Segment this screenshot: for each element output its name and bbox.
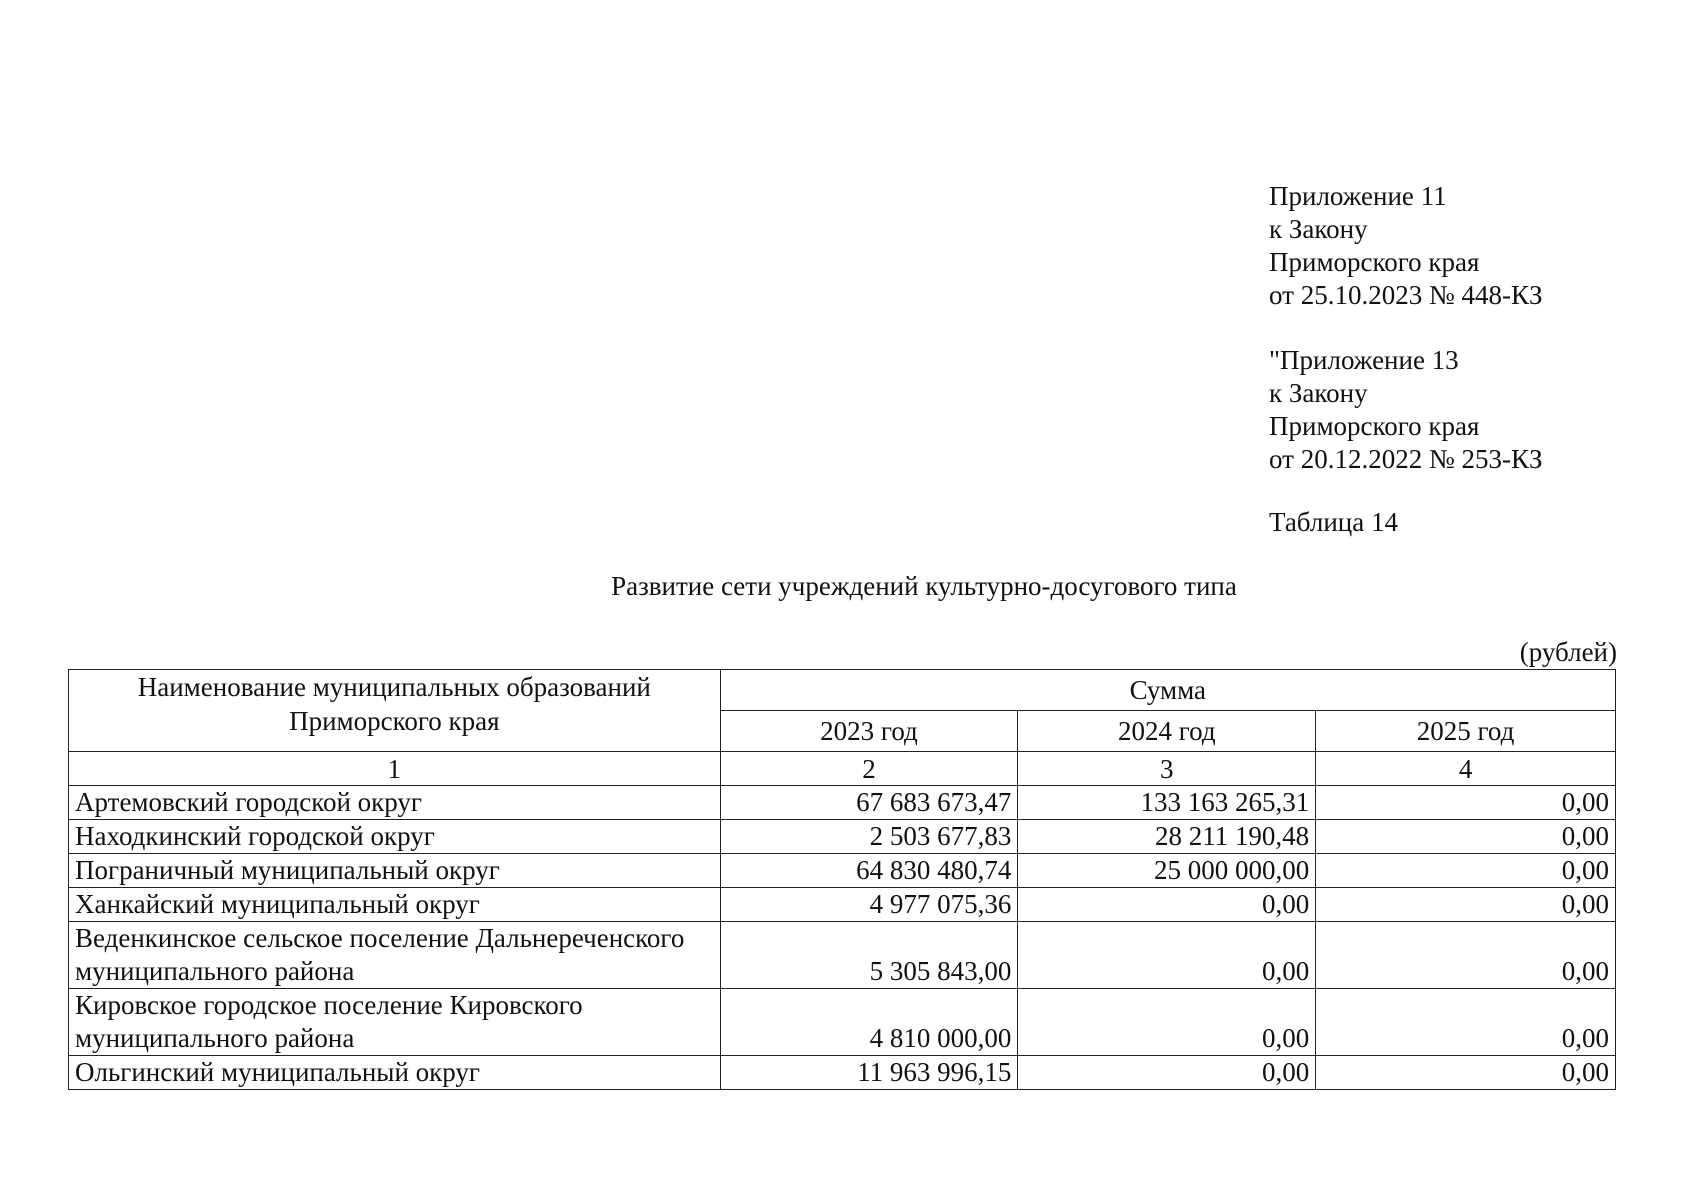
amount-2025: 0,00 [1316,888,1616,922]
amount-2025: 0,00 [1316,820,1616,854]
municipality-name: Ольгинский муниципальный округ [69,1056,721,1090]
funding-table [68,669,1616,1090]
header-year-2025: 2025 год [1316,711,1616,752]
column-number: 4 [1316,752,1616,786]
amount-2025: 0,00 [1316,922,1616,989]
amount-2024: 0,00 [1018,888,1316,922]
amount-2023: 4 810 000,00 [720,989,1018,1056]
attachment-2-line-4: от 20.12.2022 № 253-КЗ [1269,444,1543,474]
amount-2023: 11 963 996,15 [720,1056,1018,1090]
table-row [69,854,1616,888]
attachment-2-line-3: Приморского края [1269,411,1480,441]
document-title [0,570,1698,603]
attachment-reference-2 [1269,344,1542,476]
amount-2023: 64 830 480,74 [720,854,1018,888]
table-row [69,820,1616,854]
table-number: Таблица 14 [1269,507,1398,537]
table-header-row [69,670,1616,711]
amount-2024: 25 000 000,00 [1018,854,1316,888]
header-sum: Сумма [720,670,1615,711]
amount-2025: 0,00 [1316,1056,1616,1090]
municipality-name: Кировское городское поселение Кировского муниципального района [69,989,721,1056]
attachment-1-line-1: Приложение 11 [1269,181,1447,211]
amount-2025: 0,00 [1316,854,1616,888]
attachment-1-line-3: Приморского края [1269,247,1480,277]
amount-2024: 133 163 265,31 [1018,786,1316,820]
amount-2025: 0,00 [1316,786,1616,820]
column-number-row [69,752,1616,786]
attachment-reference-1 [1269,180,1542,312]
amount-2023: 4 977 075,36 [720,888,1018,922]
municipality-name: Артемовский городской округ [69,786,721,820]
table-row [69,888,1616,922]
municipality-name: Ханкайский муниципальный округ [69,888,721,922]
attachment-1-line-4: от 25.10.2023 № 448-КЗ [1269,280,1543,310]
amount-2024: 0,00 [1018,989,1316,1056]
amount-2023: 67 683 673,47 [720,786,1018,820]
municipality-name: Находкинский городской округ [69,820,721,854]
amount-2023: 2 503 677,83 [720,820,1018,854]
table-row [69,1056,1616,1090]
municipality-name: Веденкинское сельское поселение Дальнереченского муниципального района [69,922,721,989]
table-row [69,786,1616,820]
column-number: 1 [69,752,721,786]
amount-2023: 5 305 843,00 [720,922,1018,989]
amount-2024: 0,00 [1018,1056,1316,1090]
header-year-2023: 2023 год [720,711,1018,752]
amount-2024: 0,00 [1018,922,1316,989]
document-title-text: Развитие сети учреждений культурно-досугового типа [611,571,1237,601]
amount-2025: 0,00 [1316,989,1616,1056]
amount-2024: 28 211 190,48 [1018,820,1316,854]
table-row [69,989,1616,1056]
column-number: 2 [720,752,1018,786]
units-label: (рублей) [1519,637,1617,667]
table-row [69,922,1616,989]
header-municipality-name: Наименование муниципальных образований Приморского края [69,670,721,752]
municipality-name: Пограничный муниципальный округ [69,854,721,888]
attachment-2-line-2: к Закону [1269,378,1368,408]
attachment-2-line-1: "Приложение 13 [1269,345,1459,375]
column-number: 3 [1018,752,1316,786]
header-year-2024: 2024 год [1018,711,1316,752]
attachment-1-line-2: к Закону [1269,214,1368,244]
